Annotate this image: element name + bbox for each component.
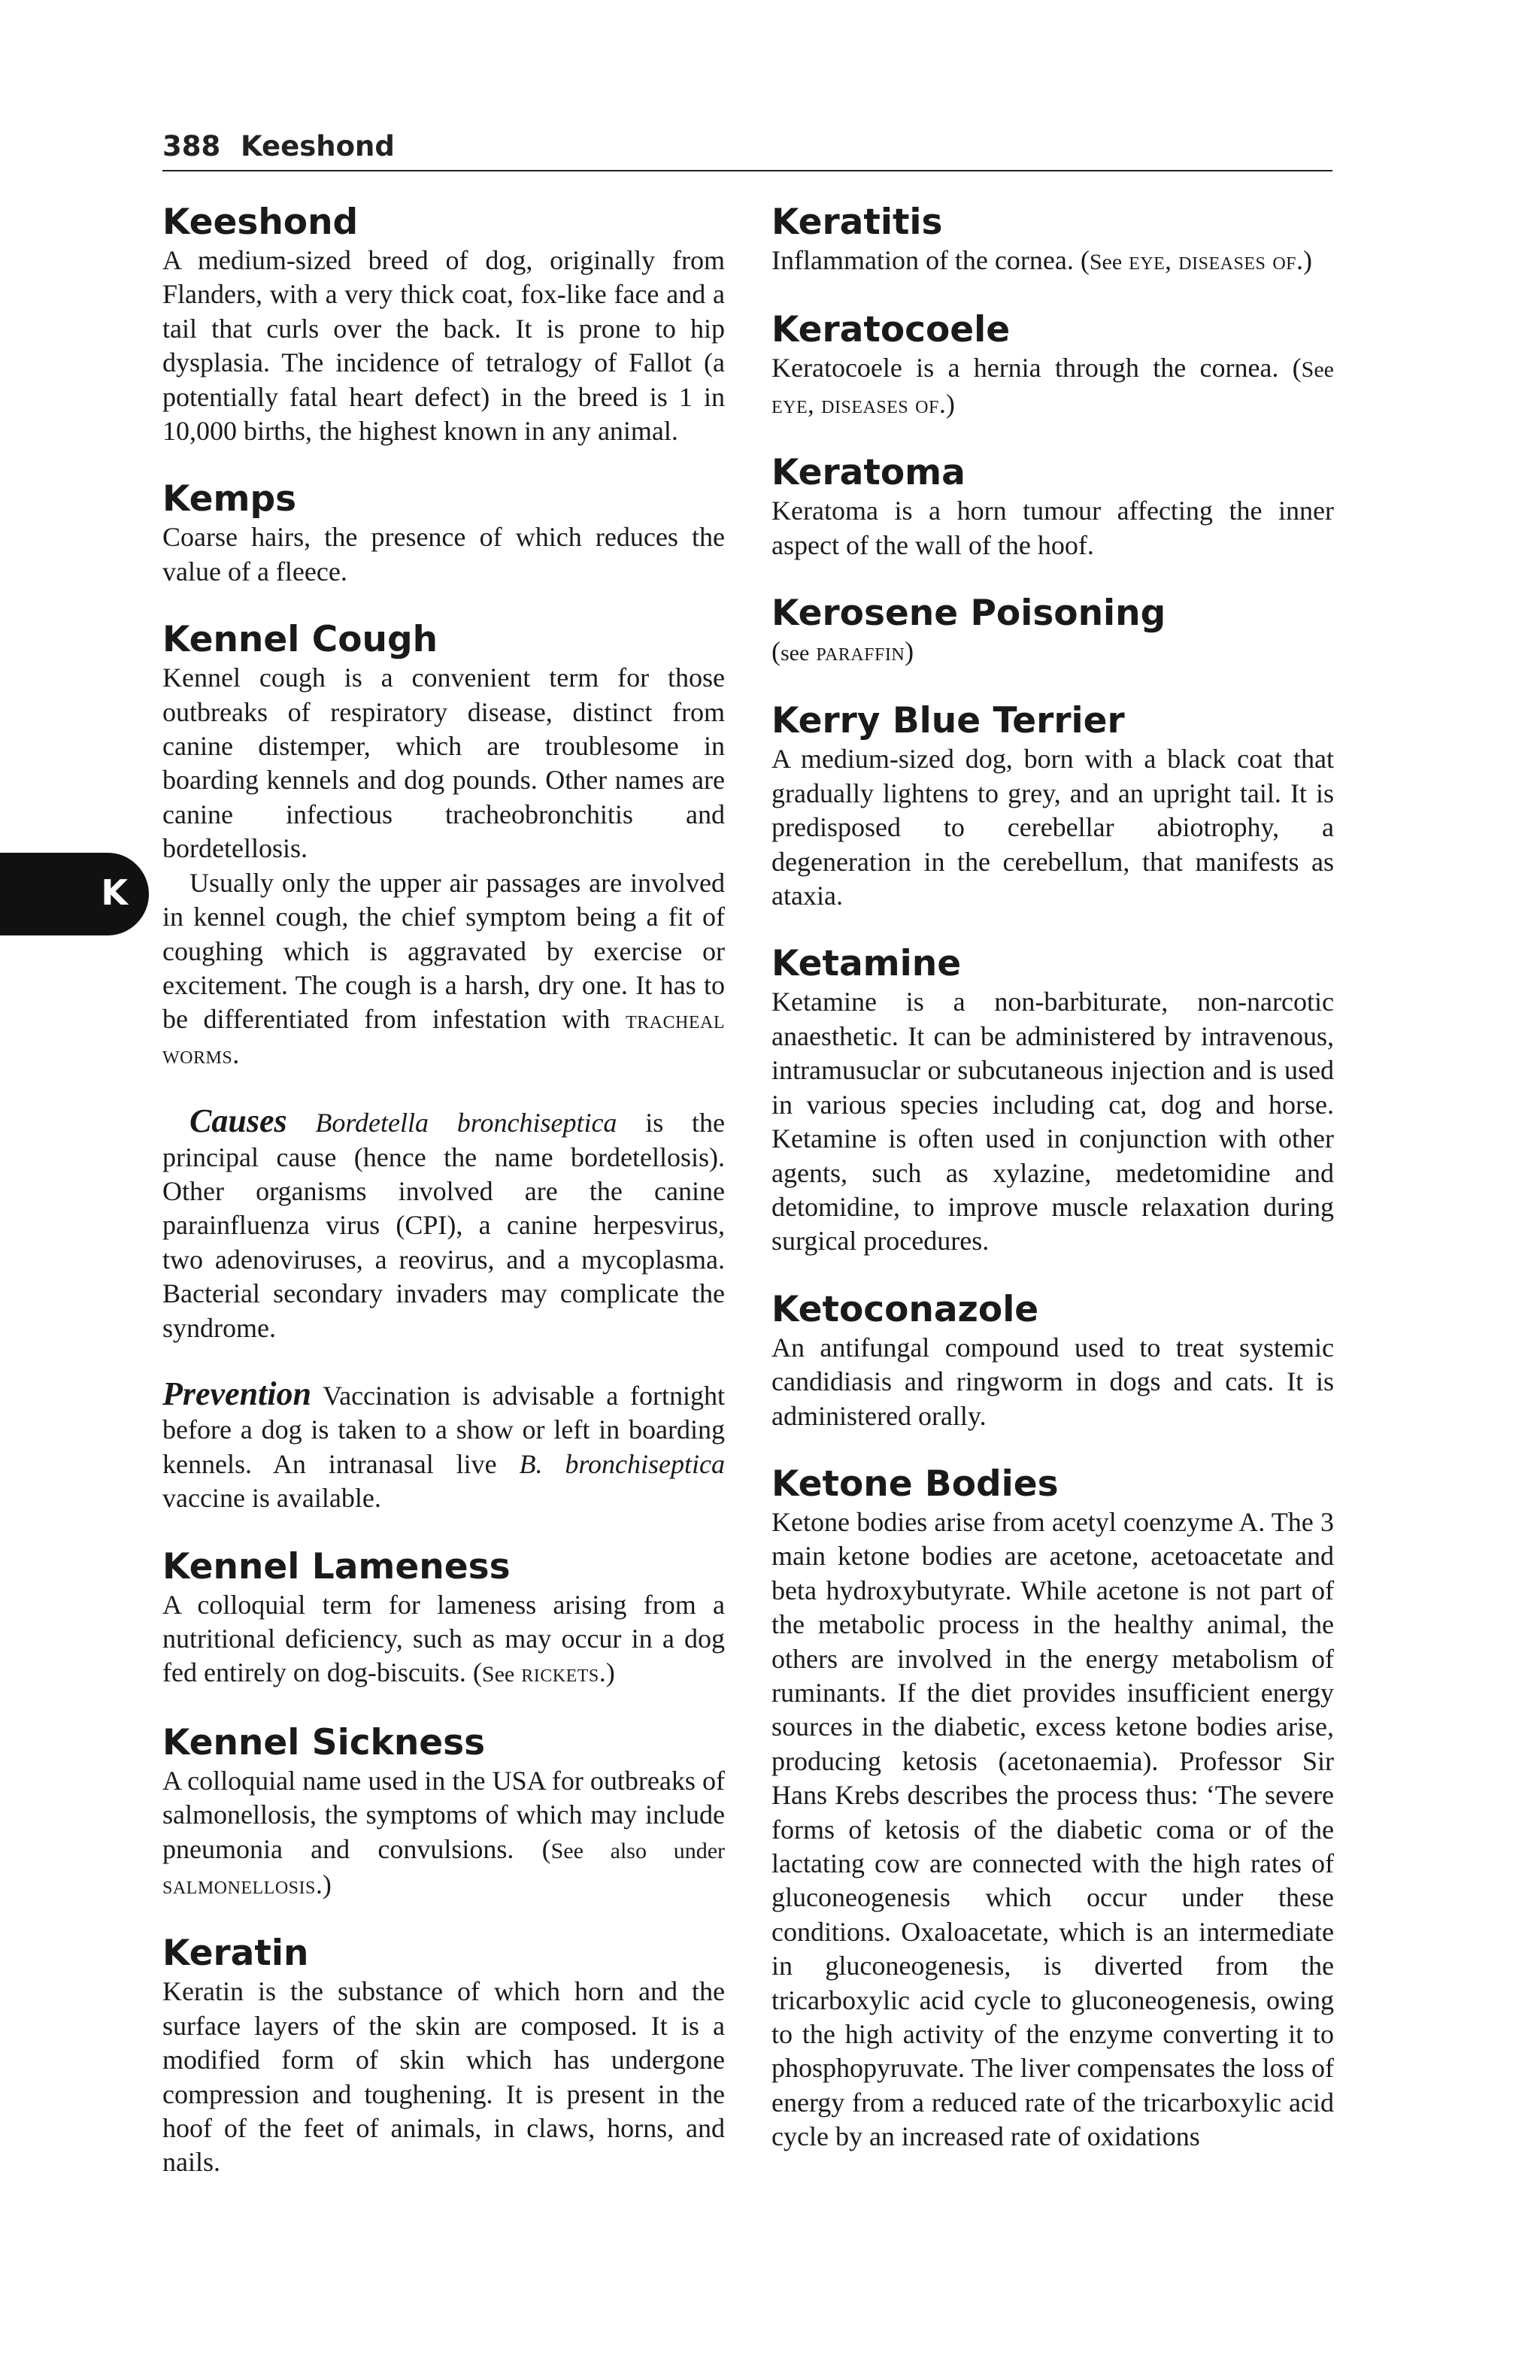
see-label: See also under — [550, 1838, 725, 1863]
left-column — [162, 202, 725, 2210]
entry-text — [772, 635, 1334, 670]
cross-reference[interactable]: salmonellosis — [162, 1872, 316, 1900]
cross-reference[interactable]: tracheal worms — [162, 1006, 725, 1069]
headword: Keratin — [162, 1933, 309, 1975]
entry-kemps — [162, 478, 725, 589]
see-label: See — [1089, 250, 1123, 274]
entry-ketone-bodies — [772, 1463, 1334, 2154]
cross-reference[interactable]: paraffin — [816, 638, 905, 667]
entry-text: Keratin is the substance of which horn and the surface layers of the skin are composed. It is a modified form of skin which has undergone compression and toughening. It is present in the hoof of the feet of animals, in claws, horns, and nails. — [162, 1976, 725, 2178]
headword: Kerosene Poisoning — [772, 593, 1166, 635]
see-label: See — [481, 1662, 515, 1687]
see-label: See — [1301, 357, 1334, 383]
entry-text — [772, 244, 1334, 279]
text-run: .) — [599, 1657, 615, 1688]
text-run: is the principal cause (hence the name bordetellosis). Other organisms involved are the canine parainfluenza virus (CPI), a canine herpesvirus, two adenoviruses, a reovirus, and a mycoplasma. Bacterial secondary invaders may complicate the syndrome. — [162, 1108, 725, 1343]
text-run: Inflammation of the cornea. ( — [772, 245, 1090, 275]
headword: Kemps — [162, 478, 297, 520]
headword: Kennel Sickness — [162, 1721, 486, 1763]
subsection-prevention — [162, 1377, 725, 1516]
entry-text: A medium-sized breed of dog, originally from Flanders, with a very thick coat, fox-like face and a tail that curls over the back. It is prone to hip dysplasia. The incidence of tetralogy of Fallot (a potentially fatal heart defect) in the breed is 1 in 10,000 births, the highest known in any animal. — [162, 245, 725, 447]
page-number: 388 — [162, 130, 221, 162]
entry-keratoma — [772, 452, 1334, 562]
cross-reference[interactable]: rickets — [521, 1660, 599, 1688]
entry-text: A medium-sized dog, born with a black coat that gradually lightens to grey, and an upright tail. It is predisposed to cerebellar abiotrophy, a degeneration in the cerebellum, that manifests as ataxia. — [772, 744, 1334, 911]
cross-reference[interactable]: eye, diseases of — [772, 390, 939, 419]
entry-text: Kennel cough is a convenient term for those outbreaks of respiratory disease, distinct from canine distemper, which are troublesome in boarding kennels and dog pounds. Other names are canine infectious tracheobronchitis and bordetellosis. — [162, 662, 725, 864]
subsection-heading: Causes — [189, 1102, 287, 1140]
subsection-heading: Prevention — [162, 1375, 311, 1412]
entry-text: Coarse hairs, the presence of which reduces the value of a fleece. — [162, 522, 725, 587]
headword: Ketone Bodies — [772, 1463, 1059, 1505]
text-run: Vaccination is advisable a fortnight before a dog is taken to a show or left in boarding kennels. An intranasal live — [162, 1380, 725, 1479]
headword: Kennel Cough — [162, 619, 438, 661]
headword: Kerry Blue Terrier — [772, 700, 1125, 742]
entry-keratin — [162, 1933, 725, 2179]
text-run: Keratocoele is a hernia through the cornea. ( — [772, 353, 1302, 384]
entry-keeshond — [162, 202, 725, 448]
text-run: ( — [772, 636, 781, 667]
right-column — [772, 202, 1334, 2184]
text-run: Usually only the upper air passages are involved in kennel cough, the chief symptom being a fit of coughing which is aggravated by exercise or excitement. The cough is a harsh, dry one. It has to be differentiated from infestation with — [162, 867, 725, 1035]
thumb-index-tab — [0, 853, 149, 935]
entry-text — [162, 1764, 725, 1903]
entry-ketamine — [772, 943, 1334, 1258]
entry-kennel-sickness — [162, 1722, 725, 1903]
entry-kerosene-poisoning — [772, 593, 1334, 670]
headword: Keeshond — [162, 202, 359, 243]
subsection-causes — [162, 1104, 725, 1345]
headword: Ketamine — [772, 943, 962, 985]
cross-reference[interactable]: eye, diseases of — [1129, 247, 1297, 275]
entry-text: Ketamine is a non-barbiturate, non-narcotic anaesthetic. It can be administered by intravenous, intramusuclar or subcutaneous injection and is used in various species including cat, dog and horse. Ketamine is often used in conjunction with other agents, such as xylazine, medetomidine and detomidine, to improve muscle relaxation during surgical procedures. — [772, 987, 1334, 1257]
headword: Kennel Lameness — [162, 1545, 511, 1587]
text-run: .) — [315, 1869, 332, 1900]
entry-text: Keratoma is a horn tumour affecting the inner aspect of the wall of the hoof. — [772, 496, 1334, 560]
headword: Keratocoele — [772, 309, 1011, 351]
entry-keratocoele — [772, 309, 1334, 422]
entry-kerry-blue-terrier — [772, 700, 1334, 913]
text-run: ) — [905, 636, 914, 667]
entry-text — [162, 1588, 725, 1692]
entry-text: Ketone bodies arise from acetyl coenzyme A. The 3 main ketone bodies are acetone, acetoacetate and beta hydroxybutyrate. While acetone is not part of the metabolic process in the healthy animal, the others are involved in the energy metabolism of ruminants. If the diet provides insufficient energy sources in the diabetic, excess ketone bodies arise, producing ketosis (acetonaemia). Professor Sir Hans Krebs describes the process thus: ‘The severe forms of ketosis of the diabetic coma or of the lactating cow are connected with the high rates of gluconeogenesis which occur under these conditions. Oxaloacetate, which is an intermediate in gluconeogenesis, is diverted from the tricarboxylic acid cycle to gluconeogenesis, owing to the high activity of the enzyme converting it to phosphopyruvate. The liver compensates the loss of energy from a reduced rate of the tricarboxylic acid cycle by an increased rate of oxidations — [772, 1506, 1334, 2152]
headword: Ketoconazole — [772, 1288, 1039, 1330]
headword: Keratitis — [772, 202, 943, 243]
text-run: .) — [938, 388, 955, 419]
page-header — [162, 128, 1332, 171]
text-run: .) — [1296, 245, 1313, 275]
entry-keratitis — [772, 202, 1334, 279]
entry-kennel-lameness — [162, 1546, 725, 1692]
text-run: A colloquial term for lameness arising from a nutritional deficiency, such as may occur in a dog fed entirely on dog-biscuits. ( — [162, 1589, 725, 1688]
italic-term: Bordetella bronchiseptica — [315, 1108, 617, 1138]
entry-ketoconazole — [772, 1289, 1334, 1433]
entry-kennel-cough — [162, 619, 725, 1515]
text-run: A colloquial name used in the USA for outbreaks of salmonellosis, the symptoms of which may include pneumonia and convulsions. ( — [162, 1765, 725, 1864]
italic-term: B. bronchiseptica — [519, 1448, 725, 1479]
running-head: Keeshond — [241, 130, 395, 162]
entry-text: An antifungal compound used to treat systemic candidiasis and ringworm in dogs and cats. It is administered orally. — [772, 1332, 1334, 1431]
text-run: . — [232, 1038, 240, 1069]
see-label: see — [781, 641, 810, 666]
entry-text — [162, 866, 725, 1072]
entry-text — [772, 351, 1334, 422]
text-run: vaccine is available. — [162, 1483, 381, 1514]
headword: Keratoma — [772, 452, 966, 494]
thumb-index-letter: K — [101, 872, 128, 913]
